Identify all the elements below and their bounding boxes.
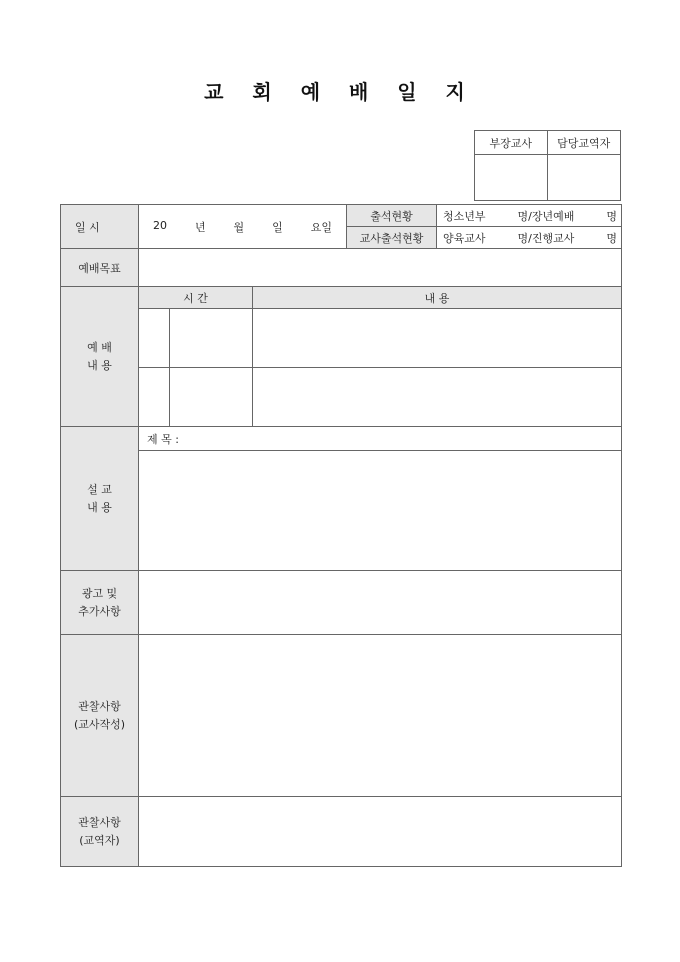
attendance-label: 출석현황 [347, 205, 437, 227]
service-label [61, 287, 139, 427]
observation-pastor-label-line2: (교역자) [79, 833, 120, 847]
sermon-title-label: 제 목 : [147, 432, 179, 446]
teacher-attendance-unit: 명 [606, 231, 617, 245]
service-row1-order[interactable] [139, 309, 170, 368]
service-row2-order[interactable] [139, 368, 170, 427]
worship-log-form [60, 204, 622, 867]
notice-field[interactable] [139, 571, 622, 635]
observation-teacher-label-line2: (교사작성) [73, 717, 126, 731]
approval-header-department-teacher: 부장교사 [475, 131, 548, 155]
sermon-label-line2: 내 용 [87, 500, 112, 514]
approval-box [474, 130, 621, 201]
service-label-line1: 예 배 [87, 340, 112, 354]
goal-label: 예배목표 [61, 249, 139, 287]
sermon-title-field[interactable] [139, 427, 622, 451]
observation-pastor-label [61, 797, 139, 867]
teacher-attendance-field[interactable] [437, 227, 622, 249]
service-row2-content[interactable] [253, 368, 622, 427]
attendance-field[interactable] [437, 205, 622, 227]
date-label: 일 시 [75, 220, 100, 234]
approval-sign-department-teacher[interactable] [475, 155, 548, 201]
observation-pastor-label-line1: 관찰사항 [78, 815, 121, 829]
notice-label-line1: 광고 및 [81, 586, 118, 600]
service-content-header: 내 용 [253, 287, 622, 309]
service-label-line2: 내 용 [87, 358, 112, 372]
service-row1-time[interactable] [170, 309, 253, 368]
page-title: 교 회 예 배 일 지 [204, 80, 476, 104]
goal-field[interactable] [139, 249, 622, 287]
service-time-header: 시 간 [139, 287, 253, 309]
observation-pastor-field[interactable] [139, 797, 622, 867]
teacher-attendance-nurture: 양육교사 [443, 231, 486, 245]
attendance-unit: 명 [606, 209, 617, 223]
observation-teacher-field[interactable] [139, 635, 622, 797]
sermon-label-line1: 설 교 [87, 482, 112, 496]
date-field[interactable] [139, 205, 347, 249]
approval-sign-pastor[interactable] [547, 155, 621, 201]
date-year-prefix: 20 [153, 218, 167, 232]
attendance-youth: 청소년부 [443, 209, 486, 223]
observation-teacher-label [61, 635, 139, 797]
observation-teacher-label-line1: 관찰사항 [78, 699, 121, 713]
attendance-adult: 명/장년예배 [517, 209, 575, 223]
service-row1-content[interactable] [253, 309, 622, 368]
approval-header-pastor: 담당교역자 [547, 131, 621, 155]
date-day-unit: 일 [272, 220, 283, 234]
date-month-unit: 월 [233, 220, 245, 234]
teacher-attendance-label: 교사출석현황 [347, 227, 437, 249]
date-label-cell [61, 205, 139, 249]
date-weekday-unit: 요일 [310, 220, 332, 234]
notice-label [61, 571, 139, 635]
notice-label-line2: 추가사항 [78, 604, 121, 618]
sermon-content-field[interactable] [139, 451, 622, 571]
service-row2-time[interactable] [170, 368, 253, 427]
sermon-label [61, 427, 139, 571]
date-year-unit: 년 [194, 220, 206, 234]
teacher-attendance-leader: 명/진행교사 [517, 231, 575, 245]
